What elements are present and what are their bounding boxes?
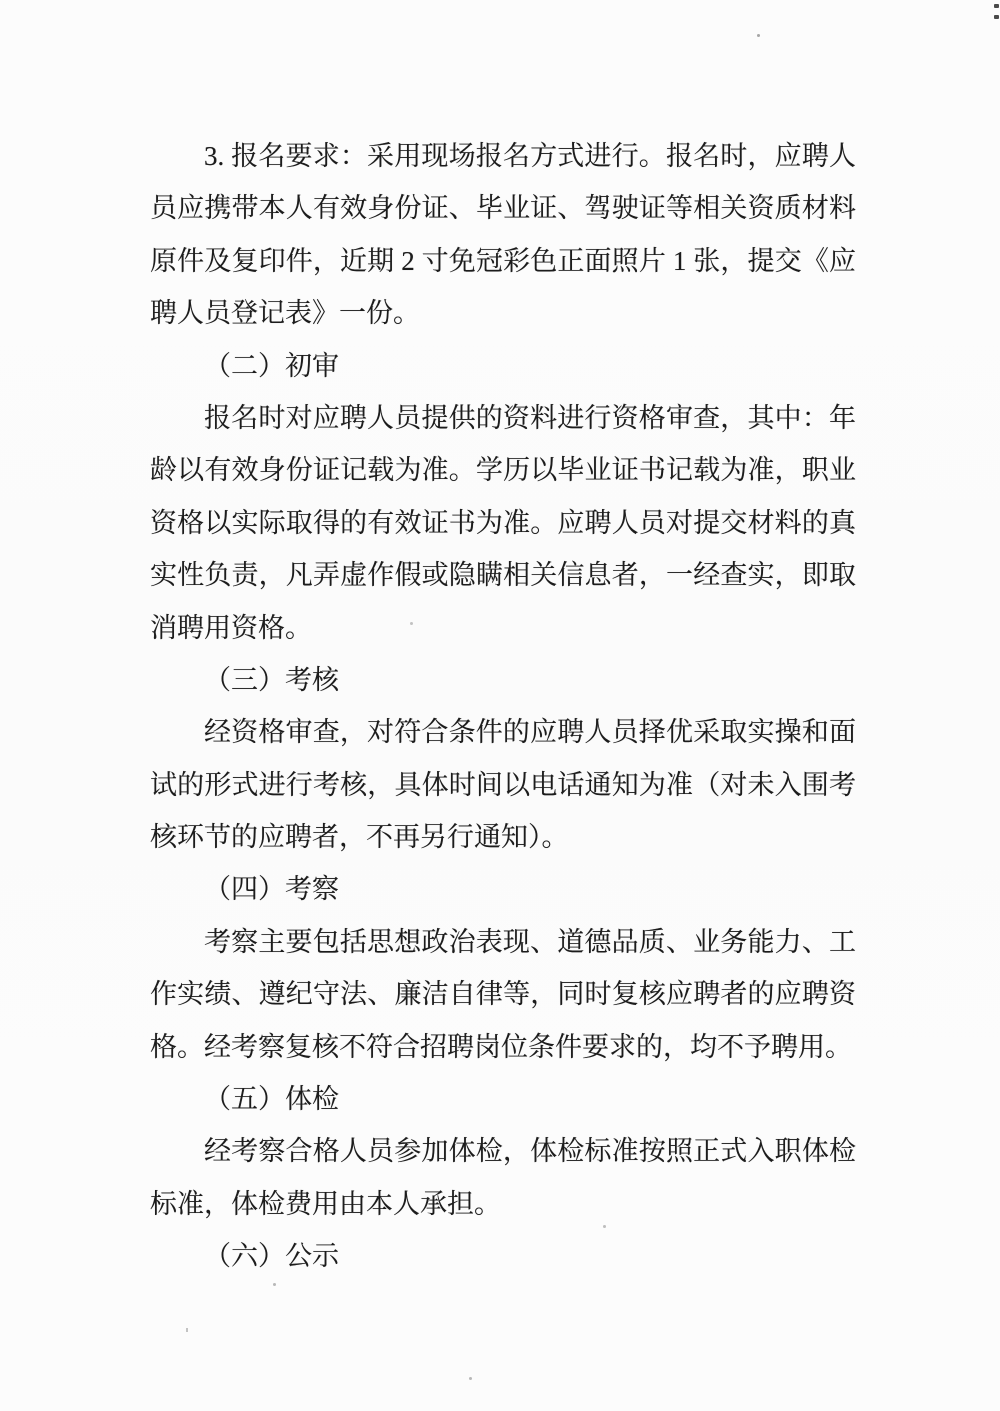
paragraph-line: 实性负责，凡弄虚作假或隐瞒相关信息者，一经查实，即取 — [150, 560, 856, 591]
paragraph-line: 经资格审查，对符合条件的应聘人员择优采取实操和面 — [204, 717, 856, 748]
paragraph-line: 格。经考察复核不符合招聘岗位条件要求的，均不予聘用。 — [150, 1031, 852, 1062]
scan-speck — [757, 34, 760, 37]
paragraph-line: 考察主要包括思想政治表现、道德品质、业务能力、工 — [204, 926, 856, 957]
paragraph-line: 作实绩、遵纪守法、廉洁自律等，同时复核应聘者的应聘资 — [150, 979, 856, 1010]
section-heading: （四）考察 — [204, 874, 339, 905]
paragraph-line: 报名时对应聘人员提供的资料进行资格审查，其中：年 — [204, 402, 856, 433]
paragraph-line: 资格以实际取得的有效证书为准。应聘人员对提交材料的真 — [150, 507, 856, 538]
scan-speck — [410, 622, 413, 625]
paragraph-line: 龄以有效身份证记载为准。学历以毕业证书记载为准，职业 — [150, 455, 856, 486]
paragraph-line: 核环节的应聘者，不再另行通知）。 — [150, 822, 569, 853]
section-heading: （三）考核 — [204, 664, 339, 695]
paragraph-line: 聘人员登记表》一份。 — [150, 298, 420, 329]
scan-speck — [186, 1328, 188, 1332]
paragraph-line: 3. 报名要求：采用现场报名方式进行。报名时，应聘人 — [204, 141, 856, 171]
section-heading: （六）公示 — [204, 1241, 339, 1272]
paragraph-line: 员应携带本人有效身份证、毕业证、驾驶证等相关资质材料 — [150, 193, 856, 224]
paragraph-line: 标准，体检费用由本人承担。 — [150, 1188, 501, 1219]
section-heading: （二）初审 — [204, 350, 339, 381]
scan-speck — [469, 1377, 472, 1380]
paragraph-line: 经考察合格人员参加体检，体检标准按照正式入职体检 — [204, 1136, 856, 1167]
section-heading: （五）体检 — [204, 1084, 339, 1115]
paragraph-line: 试的形式进行考核，具体时间以电话通知为准（对未入围考 — [150, 769, 856, 800]
scan-speck — [603, 1225, 606, 1228]
scan-edge-artifact — [994, 4, 999, 8]
paragraph-line: 原件及复印件，近期 2 寸免冠彩色正面照片 1 张，提交《应 — [150, 245, 856, 276]
scan-speck — [273, 1283, 276, 1286]
paragraph-line: 消聘用资格。 — [150, 612, 312, 643]
scan-edge-artifact — [994, 15, 999, 19]
